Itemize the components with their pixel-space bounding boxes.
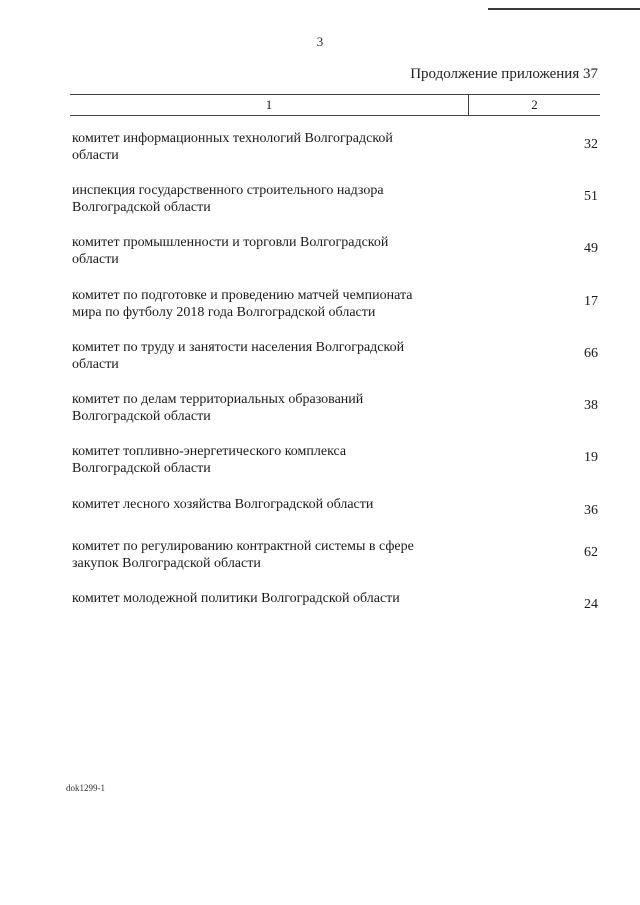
table-row [72, 538, 600, 578]
row-value: 36 [584, 503, 598, 518]
row-name: комитет по труду и занятости населения Волгоградской области [72, 340, 405, 372]
table-row [72, 287, 600, 327]
table-row [72, 443, 600, 483]
column-header-2: 2 [531, 97, 538, 112]
page-number: 3 [316, 34, 324, 49]
row-value: 66 [584, 346, 598, 361]
table-row [72, 496, 600, 536]
table-row [72, 391, 600, 431]
row-name: комитет информационных технологий Волгоградской области [72, 131, 393, 163]
row-name: комитет по подготовке и проведению матчей чемпионата мира по футболу 2018 года Волгоградской области [72, 288, 413, 320]
table-row [72, 339, 600, 379]
table-row [72, 182, 600, 222]
row-value: 32 [584, 137, 598, 152]
appendix-continuation-note: Продолжение приложения 37 [410, 66, 598, 82]
table-row [72, 590, 600, 630]
row-name: комитет промышленности и торговли Волгоградской области [72, 235, 389, 267]
row-value: 62 [584, 545, 598, 560]
row-value: 19 [584, 450, 598, 465]
row-name: комитет лесного хозяйства Волгоградской области [72, 497, 374, 512]
row-value: 49 [584, 241, 598, 256]
column-header-1: 1 [70, 95, 469, 115]
row-name: комитет молодежной политики Волгоградской области [72, 591, 400, 606]
row-value: 51 [584, 189, 598, 204]
row-name: комитет топливно-энергетического комплекса Волгоградской области [72, 444, 347, 476]
scan-edge-mark [488, 8, 640, 10]
table-row [72, 234, 600, 274]
document-code: dok1299-1 [66, 783, 105, 793]
row-value: 38 [584, 398, 598, 413]
row-value: 24 [584, 597, 598, 612]
table-header [70, 94, 600, 116]
row-value: 17 [584, 294, 598, 309]
row-name: комитет по делам территориальных образований Волгоградской области [72, 392, 364, 424]
table-row [72, 130, 600, 170]
row-name: инспекция государственного строительного надзора Волгоградской области [72, 183, 384, 215]
row-name: комитет по регулированию контрактной системы в сфере закупок Волгоградской области [72, 539, 414, 571]
